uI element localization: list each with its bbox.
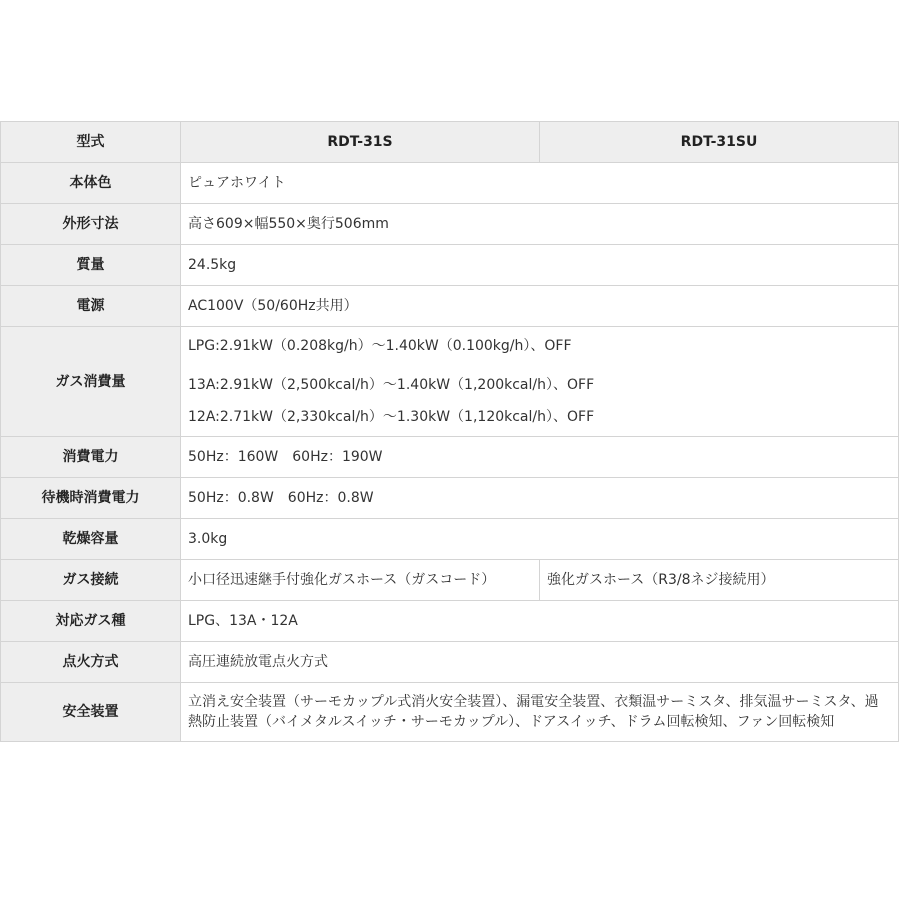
row-power-consumption bbox=[1, 437, 899, 478]
safety-value: 立消え安全装置（サーモカップル式消火安全装置）、漏電安全装置、衣類温サーミスタ、排気温サーミスタ、過熱防止装置（バイメタルスイッチ・サーモカップル）、ドアスイッチ、ドラム回転検知、ファン回転検知 bbox=[181, 683, 899, 742]
model-label: 型式 bbox=[1, 122, 181, 163]
standby-power-value: 50Hz：0.8W 60Hz：0.8W bbox=[181, 478, 899, 519]
row-gas-consumption bbox=[1, 327, 899, 437]
spec-table bbox=[0, 121, 899, 742]
weight-value: 24.5kg bbox=[181, 245, 899, 286]
gas-consumption-values bbox=[181, 327, 899, 437]
power-consumption-value: 50Hz：160W 60Hz：190W bbox=[181, 437, 899, 478]
gas-consumption-lpg: LPG:2.91kW（0.208kg/h）～1.40kW（0.100kg/h）、OFF bbox=[188, 338, 572, 354]
standby-power-label: 待機時消費電力 bbox=[1, 478, 181, 519]
row-standby-power bbox=[1, 478, 899, 519]
row-gas-types bbox=[1, 601, 899, 642]
model-rdt-31su: RDT-31SU bbox=[540, 122, 899, 163]
drying-capacity-value: 3.0kg bbox=[181, 519, 899, 560]
gas-connection-rdt-31s: 小口径迅速継手付強化ガスホース（ガスコード） bbox=[181, 560, 540, 601]
ignition-value: 高圧連続放電点火方式 bbox=[181, 642, 899, 683]
model-rdt-31s: RDT-31S bbox=[181, 122, 540, 163]
gas-connection-label: ガス接続 bbox=[1, 560, 181, 601]
safety-label: 安全装置 bbox=[1, 683, 181, 742]
row-dimensions bbox=[1, 204, 899, 245]
ignition-label: 点火方式 bbox=[1, 642, 181, 683]
power-source-value: AC100V（50/60Hz共用） bbox=[181, 286, 899, 327]
dimensions-value: 高さ609×幅550×奥行506mm bbox=[181, 204, 899, 245]
gas-connection-rdt-31su: 強化ガスホース（R3/8ネジ接続用） bbox=[540, 560, 899, 601]
row-color bbox=[1, 163, 899, 204]
drying-capacity-label: 乾燥容量 bbox=[1, 519, 181, 560]
gas-consumption-label: ガス消費量 bbox=[1, 327, 181, 437]
gas-consumption-13a: 13A:2.91kW（2,500kcal/h）～1.40kW（1,200kcal/h）、OFF bbox=[188, 377, 595, 393]
power-source-label: 電源 bbox=[1, 286, 181, 327]
row-drying-capacity bbox=[1, 519, 899, 560]
row-power-source bbox=[1, 286, 899, 327]
row-model bbox=[1, 122, 899, 163]
row-gas-connection bbox=[1, 560, 899, 601]
row-ignition bbox=[1, 642, 899, 683]
row-weight bbox=[1, 245, 899, 286]
gas-types-label: 対応ガス種 bbox=[1, 601, 181, 642]
weight-label: 質量 bbox=[1, 245, 181, 286]
color-value: ピュアホワイト bbox=[181, 163, 899, 204]
gas-consumption-12a: 12A:2.71kW（2,330kcal/h）～1.30kW（1,120kcal/h）、OFF bbox=[188, 409, 595, 425]
dimensions-label: 外形寸法 bbox=[1, 204, 181, 245]
power-consumption-label: 消費電力 bbox=[1, 437, 181, 478]
gas-types-value: LPG、13A・12A bbox=[181, 601, 899, 642]
row-safety bbox=[1, 683, 899, 742]
color-label: 本体色 bbox=[1, 163, 181, 204]
